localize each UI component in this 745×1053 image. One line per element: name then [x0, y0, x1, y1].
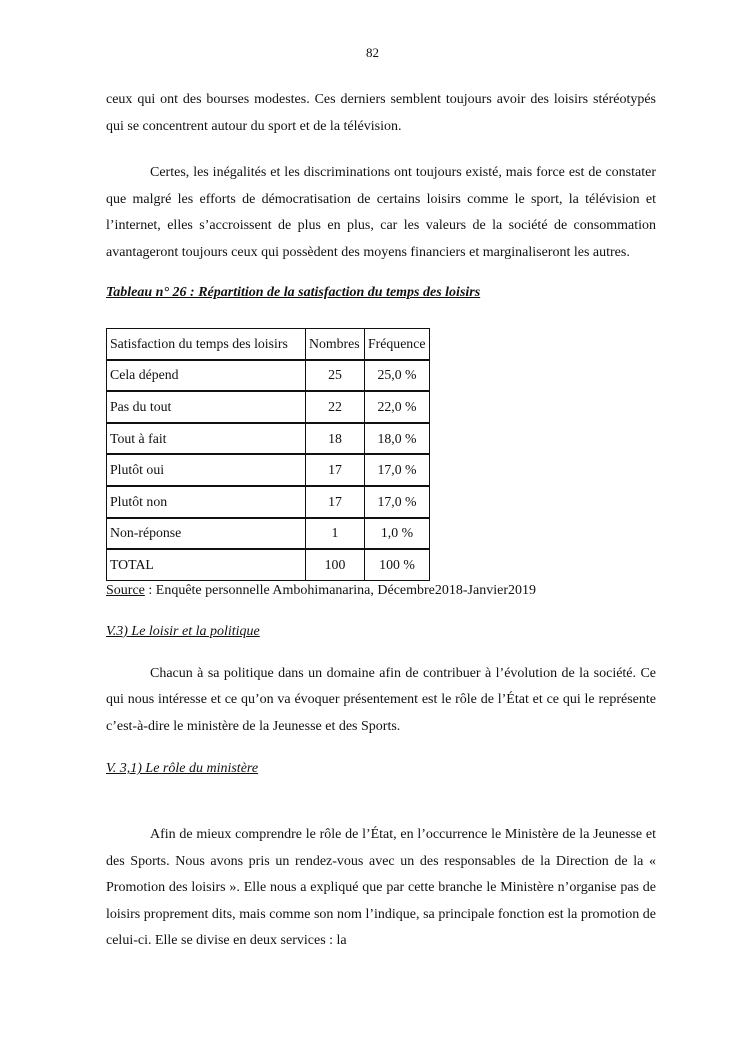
section-heading-politique: V.3) Le loisir et la politique	[106, 623, 260, 639]
cell-frequency: 25,0 %	[365, 360, 430, 392]
satisfaction-table	[106, 328, 430, 581]
table-row	[107, 518, 430, 550]
source-label: Source	[106, 582, 145, 598]
cell-label: Cela dépend	[107, 360, 306, 392]
table-source	[106, 581, 656, 601]
cell-count: 25	[306, 360, 365, 392]
cell-count: 17	[306, 486, 365, 518]
cell-label: Plutôt non	[107, 486, 306, 518]
paragraph-4: Afin de mieux comprendre le rôle de l’État, en l’occurrence le Ministère de la Jeunesse et des Sports. Nous avons pris un rendez-vous avec un des responsables de la Direction de la « Promotion des loisirs ». Elle nous a expliqué que par cette branche le Ministère n’organise pas de loisirs proprement dits, mais comme son nom l’indique, sa principale fonction est la promotion de celui-ci. Elle se divise en deux services : la	[106, 827, 656, 949]
page-content	[106, 87, 656, 955]
page-number: 82	[366, 45, 379, 60]
cell-label: TOTAL	[107, 549, 306, 580]
cell-label: Pas du tout	[107, 391, 306, 423]
cell-frequency: 17,0 %	[365, 486, 430, 518]
table-title: Tableau n° 26 : Répartition de la satisfaction du temps des loisirs	[106, 285, 481, 300]
paragraph-3: Chacun à sa politique dans un domaine afin de contribuer à l’évolution de la société. Ce qui nous intéresse et ce qu’on va évoquer présentement est le rôle de l’État et ce qui le représente c’est-à-dire le ministère de la Jeunesse et des Sports.	[106, 665, 656, 734]
table-row	[107, 423, 430, 455]
cell-count: 18	[306, 423, 365, 455]
table-row	[107, 454, 430, 486]
table-row	[107, 391, 430, 423]
section-heading-ministere: V. 3,1) Le rôle du ministère	[106, 761, 259, 777]
cell-frequency: 17,0 %	[365, 454, 430, 486]
cell-label: Tout à fait	[107, 423, 306, 455]
cell-count: 100	[306, 549, 365, 580]
table-row	[107, 486, 430, 518]
paragraph-1: ceux qui ont des bourses modestes. Ces derniers semblent toujours avoir des loisirs stéréotypés qui se concentrent autour du sport et de la télévision.	[106, 92, 656, 134]
cell-count: 22	[306, 391, 365, 423]
header-satisfaction: Satisfaction du temps des loisirs	[107, 329, 306, 360]
header-nombres: Nombres	[306, 329, 365, 360]
table-header-row	[107, 329, 430, 360]
cell-count: 17	[306, 454, 365, 486]
cell-label: Non-réponse	[107, 518, 306, 550]
cell-frequency: 18,0 %	[365, 423, 430, 455]
cell-label: Plutôt oui	[107, 454, 306, 486]
table-row	[107, 360, 430, 392]
header-frequence: Fréquence	[365, 329, 430, 360]
cell-count: 1	[306, 518, 365, 550]
cell-frequency: 22,0 %	[365, 391, 430, 423]
cell-frequency: 100 %	[365, 549, 430, 580]
table-total-row	[107, 549, 430, 580]
source-text: : Enquête personnelle Ambohimanarina, Décembre2018-Janvier2019	[144, 582, 536, 598]
cell-frequency: 1,0 %	[365, 518, 430, 550]
paragraph-2: Certes, les inégalités et les discriminations ont toujours existé, mais force est de constater que malgré les efforts de démocratisation de certains loisirs comme le sport, la télévision et l’internet, elles s’accroissent de plus en plus, car les valeurs de la société de consommation avantageront toujours ceux qui possèdent des moyens financiers et marginaliseront les autres.	[106, 165, 656, 260]
